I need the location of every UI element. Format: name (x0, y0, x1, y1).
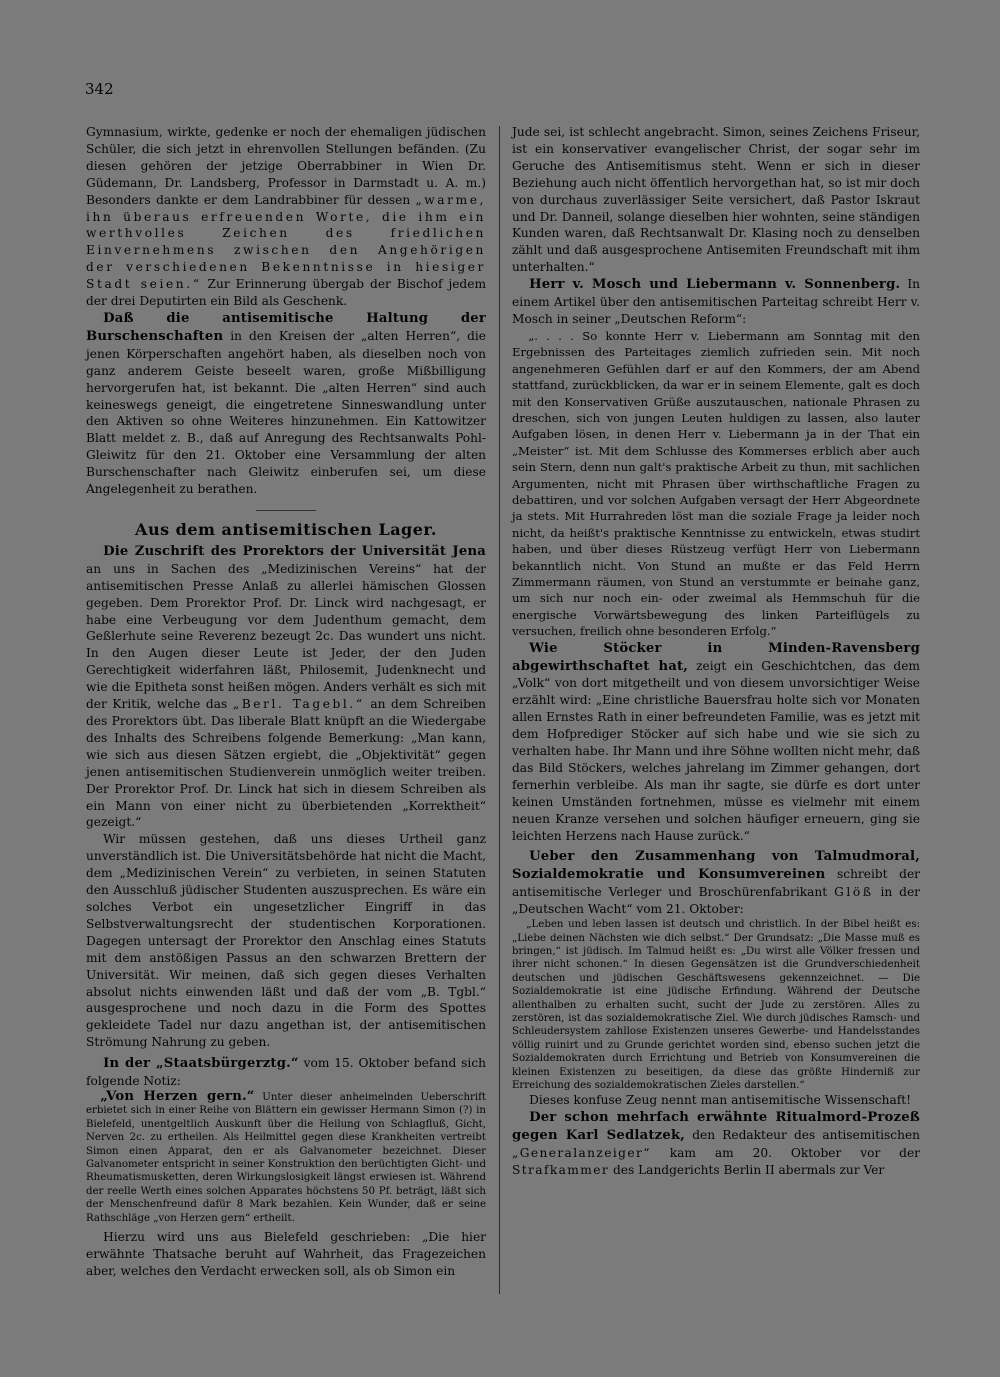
quote-deutsche-wacht: „Leben und leben lassen ist deutsch und christlich. In der Bibel heißt es: „Liebe deinen Nächsten wie dich selbst.“ Der Grundsatz: „Die Masse muß es bringen,“ ist jüdisch. Im Talmud heißt es: „Du wirst alle Völker fressen und ihrer nicht schonen.“ In diesen Gegensätzen ist die Grundverschiedenheit deutschen und jüdischen Geschäftswesens gekennzeichnet. — Die Sozialdemokratie ist eine jüdische Erfindung. Während der Deutsche allenthalben zu erhalten sucht, sucht der Jude zu zerstören. Alles zu zerstören, ist das sozialdemokratische Ziel. Wie durch jüdisches Ramsch- und Schleudersystem zahllose Existenzen unseres Gewerbe- und Handelsstandes völlig ruinirt und zu Grunde gerichtet worden sind, ebenso suchen jetzt die Sozialdemokraten durch Errichtung und Betrieb von Konsumvereinen die kleinen Existenzen zu beseitigen, da diese das größte Hinderniß zur Erreichung des sozialdemokratischen Zieles darstellen.“ (512, 919, 920, 1091)
heading-staatsbuergerztg: In der „Staatsbürgerztg.“ (103, 1056, 299, 1072)
page-number: 342 (85, 80, 114, 98)
paragraph-simon: Jude sei, ist schlecht angebracht. Simon, seines Zeichens Friseur, ist ein konservativer evangelischer Christ, der sogar sehr im Geruche des Antisemitismus steht. Wenn er sich in dieser Beziehung auch nicht öffentlich hervorgethan hat, so ist mir doch von durchaus zuverlässiger Seite versichert, daß Pastor Iskraut und Dr. Danneil, solange dieselben hier wohnten, seine ständigen Kunden waren, daß Rechtsanwalt Dr. Klasing noch zu denselben zählt und daß ausgesprochene Antisemiten Freundschaft mit ihm unterhalten.“ (512, 125, 920, 275)
heading-prorektor: Die Zuschrift des Prorektors der Universität Jena (103, 543, 486, 559)
heading-ritualmord: Der schon mehrfach erwähnte Ritualmord-Prozeß gegen Karl Sedlatzek, (512, 1110, 920, 1144)
paragraph-ritualmord: Der schon mehrfach erwähnte Ritualmord-Prozeß gegen Karl Sedlatzek, den Redakteur des antisemitischen „Generalanzeiger“ kam am 20. Oktober vor der Strafkammer des Landgerichts Berlin II abermals zur Ver (512, 1110, 921, 1177)
paragraph-burschenschaften: Daß die antisemitische Haltung der Burschenschaften in den Kreisen der „alten Herren“, die jenen Körperschaften angehört haben, als dieselben noch von ganz anderem Geiste beseelt waren, große Mißbilligung hervorgerufen hat, ist bekannt. Die „alten Herren“ sind auch keineswegs geneigt, die eingetretene Sinneswandlung unter den Aktiven so ohne Weiteres hinzunehmen. Ein Kattowitzer Blatt meldet z. B., daß auf Anregung des Rechtsanwalts Pohl-Gleiwitz für den 21. Oktober eine Versammlung der alten Burschenschafter nach Gleiwitz einberufen sei, um diese Angelegenheit zu berathen. (86, 310, 487, 497)
quote-liebermann: „. . . . So konnte Herr v. Liebermann am Sonntag mit den Ergebnissen des Parteitages ziemlich zufrieden sein. Mit noch angenehmeren Gefühlen darf er auf den Kommers, der am Abend stattfand, zurückblicken, da war er in seinem Elemente, galt es doch mit den Konservativen Grüße auszutauschen, nationale Phrasen zu dreschen, sich von jungen Leuten huldigen zu lassen, also lauter Aufgaben lösen, in denen Herr v. Liebermann ja in der That ein „Meister“ ist. Mit dem Schlusse des Kommerses erblich aber auch sein Stern, denn nun galt's praktische Arbeit zu thun, mit sachlichen Argumenten, nicht mit Phrasen über wirthschaftliche Fragen zu debattiren, und vor solchen Aufgaben versagt der Herr Abgeordnete ja stets. Mit Hurrahreden löst man die soziale Frage ja leider noch nicht, da heißt's praktische Kenntnisse zu entwickeln, etwas studirt haben, und über dieses Rüstzeug verfügt Herr von Liebermann bekanntlich nicht. Von Stund an mußte er das Feld Herrn Zimmermann räumen, von Stund an verstummte er beinahe ganz, um sich nur noch ein- oder zweimal als Hemmschuh für die energische Vorwärtsbewegung des linken Parteiflügels zu versuchen, freilich ohne besonderen Erfolg.“ (512, 328, 920, 639)
separator-rule (256, 510, 316, 511)
paragraph-staatsbuergerztg: In der „Staatsbürgerztg.“ vom 15. Oktober befand sich folgende Notiz: (86, 1056, 486, 1089)
paragraph-talmudmoral: Ueber den Zusammenhang von Talmudmoral, Sozialdemokratie und Konsumvereinen schreibt der antisemitische Verleger und Broschürenfabrikant Glöß in der „Deutschen Wacht“ vom 21. Oktober: (512, 849, 921, 917)
heading-von-herzen-gern: „Von Herzen gern.“ (100, 1088, 255, 1104)
column-divider (499, 126, 500, 1294)
heading-burschenschaften: Daß die antisemitische Haltung der Burschenschaften (86, 310, 486, 344)
paragraph-mosch: Herr v. Mosch und Liebermann v. Sonnenberg. In einem Artikel über den antisemitischen Parteitag schreibt Herr v. Mosch in seiner „Deutschen Reform“: (512, 277, 920, 326)
paragraph-wissenschaft: Dieses konfuse Zeug nennt man antisemitische Wissenschaft! (529, 1093, 912, 1108)
quote-von-herzen-gern: „Von Herzen gern.“ Unter dieser anheimelnden Ueberschrift erbietet sich in einer Reihe von Blättern ein gewisser Hermann Simon (?) in Bielefeld, unentgeltlich Auskunft über die Heilung von Schlagfluß, Gicht, Nerven 2c. zu ertheilen. Als Heilmittel gegen diese Krankheiten vertreibt Simon einen Apparat, den er als Galvanometer bezeichnet. Dieser Galvanometer entspricht in seiner Konstruktion den berüchtigten Gicht- und Rheumatismusketten, deren Wirkungslosigkeit längst erwiesen ist. Während der reelle Werth eines solchen Apparates höchstens 50 Pf. beträgt, läßt sich der Menschenfreund dafür 8 Mark bezahlen. Kein Wunder, daß er seine Rathschläge „von Herzen gern“ ertheilt. (86, 1088, 487, 1224)
heading-talmudmoral: Ueber den Zusammenhang von Talmudmoral, Sozialdemokratie und Konsumvereinen (512, 849, 920, 883)
right-column (512, 124, 920, 1179)
paragraph-prorektor: Die Zuschrift des Prorektors der Universität Jena an uns in Sachen des „Medizinischen Vereins“ hat der antisemitischen Presse Anlaß zu allerlei hämischen Glossen gegeben. Dem Prorektor Prof. Dr. Linck wird nachgesagt, er habe eine Verbeugung vor dem Judenthum gemacht, dem Geßlerhute seine Reverenz bezeugt 2c. Das wundert uns nicht. In den Augen dieser Leute ist Jeder, der den Juden Gerechtigkeit widerfahren läßt, Philosemit, Judenknecht und wie die Epitheta sonst heißen mögen. Anders verhält es sich mit der Kritik, welche das „Berl. Tagebl.“ an dem Schreiben des Prorektors übt. Das liberale Blatt knüpft an die Wiedergabe des Inhalts des Schreibens folgende Bemerkung: „Man kann, wie sich aus diesen Sätzen ergiebt, die „Objektivität“ gegen jenen antisemitischen Studienverein unmöglich weiter treiben. Der Prorektor Prof. Dr. Linck hat sich in diesem Schreiben als ein Mann von einer nicht zu überbietenden „Korrektheit“ gezeigt.“ (86, 543, 487, 830)
heading-mosch: Herr v. Mosch und Liebermann v. Sonnenberg. (529, 277, 901, 293)
heading-stoecker: Wie Stöcker in Minden-Ravensberg abgewirthschaftet hat, (512, 640, 920, 674)
spaced-quote: „warme, ihn überaus erfreuenden Worte, die ihm ein werthvolles Zeichen des friedlichen Einvernehmens zwischen den Angehörigen der verschiedenen Bekenntnisse in hiesiger Stadt seien.“ (86, 192, 487, 292)
left-column (86, 124, 486, 1280)
paragraph-bielefeld: Hierzu wird uns aus Bielefeld geschrieben: „Die hier erwähnte Thatsache beruht auf Wahrheit, das Fragezeichen aber, welches den Verdacht erwecken soll, als ob Simon ein (86, 1230, 486, 1278)
paragraph-urtheil: Wir müssen gestehen, daß uns dieses Urtheil ganz unverständlich ist. Die Universitätsbehörde hat nicht die Macht, dem „Medizinischen Verein“ zu verbieten, in seinen Statuten den Ausschluß jüdischer Studenten auszusprechen. Es wäre ein solches Verbot ein ungesetzlicher Eingriff in das Selbstverwaltungsrecht der studentischen Korporationen. Dagegen untersagt der Prorektor den Anschlag eines Statuts mit dem anstößigen Passus an den schwarzen Brettern der Universität. Wir meinen, daß sich gegen dieses Verhalten absolut nichts einwenden läßt und daß der vom „B. Tgbl.“ ausgesprochene und noch dazu in die Form des Spottes gekleidete Tadel nur dazu angethan ist, der antisemitischen Strömung Nahrung zu geben. (86, 832, 486, 1050)
section-title: Aus dem antisemitischen Lager. (135, 519, 437, 539)
paragraph-stoecker: Wie Stöcker in Minden-Ravensberg abgewirthschaftet hat, zeigt ein Geschichtchen, das dem „Volk“ von dort mitgetheilt und von diesem unvorsichtiger Weise erzählt wird: „Eine christliche Bauersfrau holte sich vor Monaten allen Ernstes Rath in einer befreundeten Familie, was es jetzt mit dem Hofprediger Stöcker auf sich habe und wie sie sich zu verhalten habe. Ihr Mann und ihre Söhne wollten nicht mehr, daß das Bild Stöckers, welches jahrelang im Zimmer gehangen, dort fernerhin verbleibe. Als man ihr sagte, sie dürfe es dort unter keinen Umständen fortnehmen, müsse es vielmehr mit einem neuen Kranze versehen und solchen häufiger erneuern, ging sie leichten Herzens nach Hause zurück.“ (512, 640, 920, 843)
paragraph-bishop: Gymnasium, wirkte, gedenke er noch der ehemaligen jüdischen Schüler, die sich jetzt in ehrenvollen Stellungen befänden. (Zu diesen gehören der jetzige Oberrabbiner in Wien Dr. Güdemann, Dr. Landsberg, Professor in Darmstadt u. A. m.) Besonders dankte er dem Landrabbiner für dessen „warme, ihn überaus erfreuenden Worte, die ihm ein werthvolles Zeichen des friedlichen Einvernehmens zwischen den Angehörigen der verschiedenen Bekenntnisse in hiesiger Stadt seien.“ Zur Erinnerung übergab der Bischof jedem der drei Deputirten ein Bild als Geschenk. (86, 125, 487, 309)
